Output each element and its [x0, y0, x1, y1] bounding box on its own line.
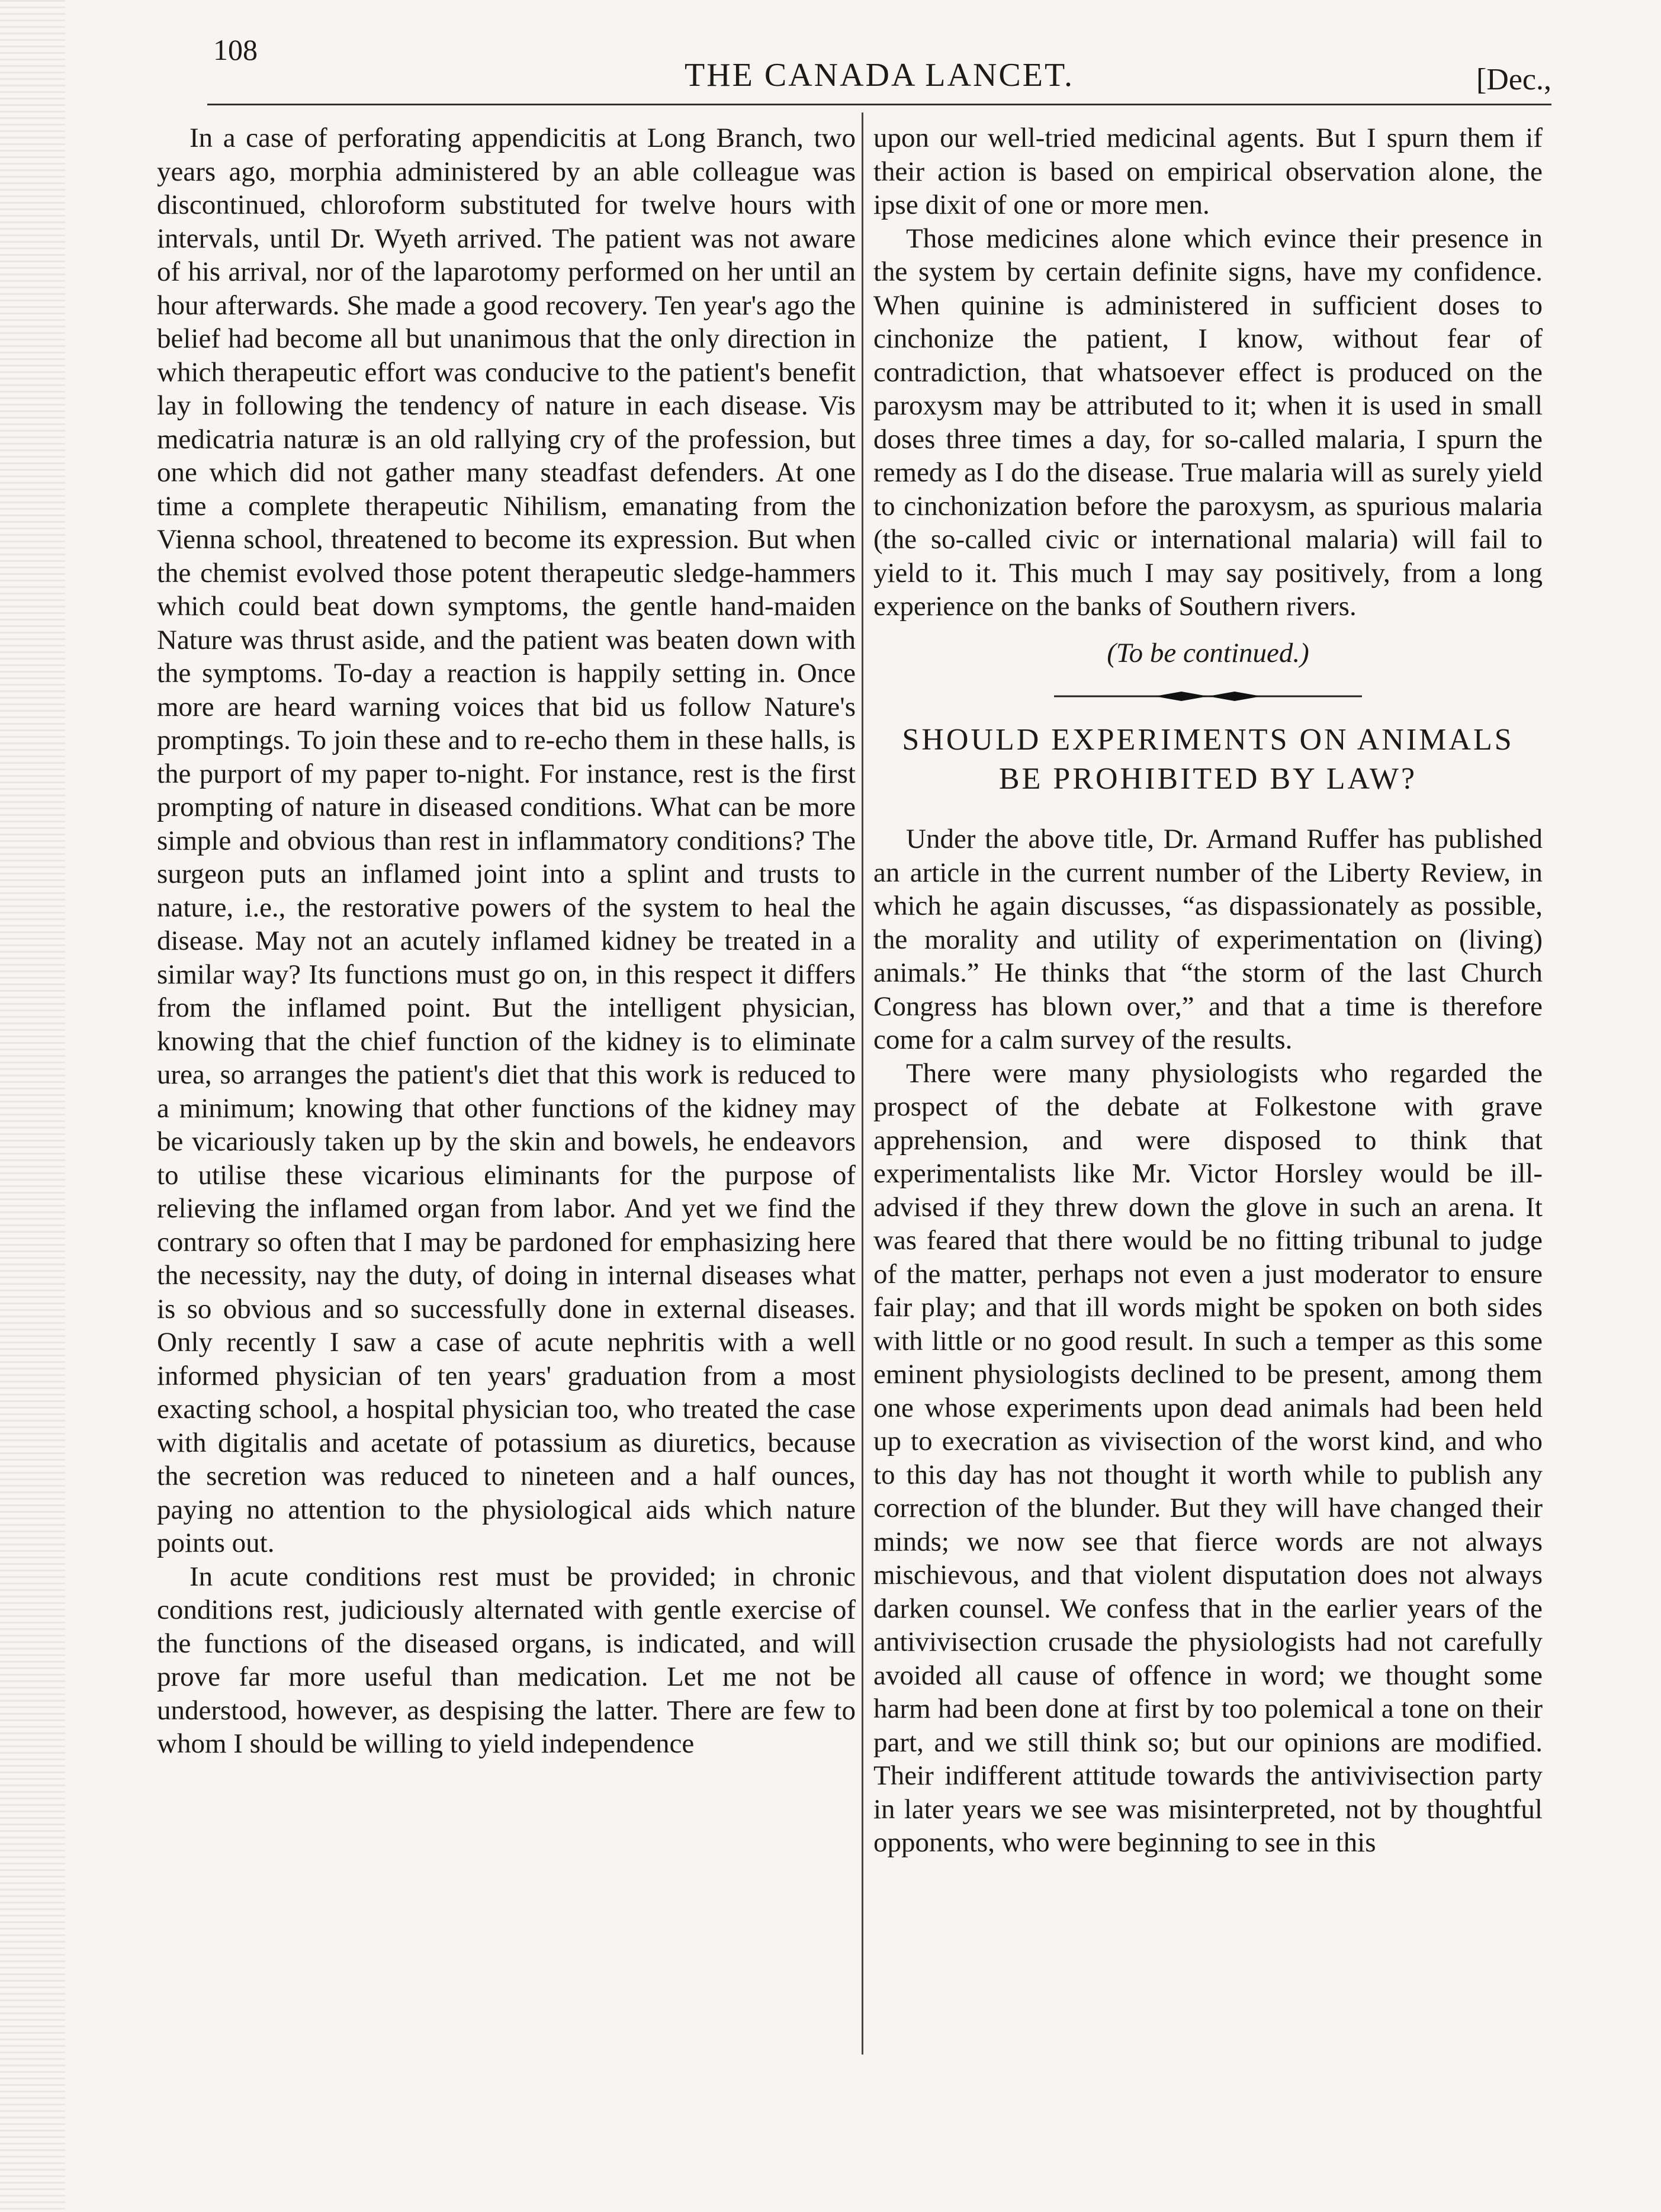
body-paragraph: In a case of perforating appendicitis at Long Branch, two years ago, morphia administered by an able colleague was discontinued, chloroform substituted for twelve hours with intervals, until Dr. Wyeth arrived. The patient was not aware of his arrival, nor of the laparotomy performed on her until an hour afterwards. She made a good recovery. Ten year's ago the belief had become all but unanimous that the only direction in which therapeutic effort was conducive to the patient's benefit lay in following the tendency of nature in each disease. Vis medicatria naturæ is an old rallying cry of the profession, but one which did not gather many steadfast defenders. At one time a complete therapeutic Nihilism, emanating from the Vienna school, threatened to become its expression. But when the chemist evolved those potent therapeutic sledge-hammers which could beat down symptoms, the gentle hand-maiden Nature was thrust aside, and the patient was beaten down with the symptoms. To-day a reaction is happily setting in. Once more are heard warning voices that bid us follow Nature's promptings. To join these and to re-echo them in these halls, is the purport of my paper to-night. For instance, rest is the first prompting of nature in diseased conditions. What can be more simple and obvious than rest in inflammatory conditions? The surgeon puts an inflamed joint into a splint and trusts to nature, i.e., the restorative powers of the system to heal the disease. May not an acutely inflamed kidney be treated in a similar way? Its functions must go on, in this respect it differs from the inflamed point. But the intelligent physician, knowing that the chief function of the kidney is to eliminate urea, so arranges the patient's diet that this work is reduced to a minimum; knowing that other functions of the kidney may be vicariously taken up by the skin and bowels, he endeavors to utilise these vicarious eliminants for the purpose of relieving the inflamed organ from labor. And yet we find the contrary so often that I may be pardoned for emphasizing here the necessity, nay the duty, of doing in internal diseases what is so obvious and so successfully done in external diseases. Only recently I saw a case of acute nephritis with a well informed physician of ten years' graduation from a most exacting school, a hospital physician too, who treated the case with digitalis and acetate of potassium as diuretics, because the secretion was reduced to nineteen and a half ounces, paying no attention to the physiological aids which nature points out. — [157, 123, 856, 1558]
column-divider — [862, 112, 863, 2055]
section-heading — [873, 721, 1543, 799]
continued-note: (To be continued.) — [1107, 637, 1309, 668]
page-header — [207, 27, 1551, 110]
section-heading-line: SHOULD EXPERIMENTS ON ANIMALS — [902, 723, 1514, 757]
body-paragraph: There were many physiologists who regarded the prospect of the debate at Folkestone with grave apprehension, and were disposed to think that experimentalists like Mr. Victor Horsley would be ill-advised if they threw down the glove in such an arena. It was feared that there would be no fitting tribunal to judge of the matter, perhaps not even a just moderator to ensure fair play; and that ill words might be spoken on both sides with little or no good result. In such a temper as this some eminent physiologists declined to be present, among them one whose experiments upon dead animals had been held up to execration as vivisection of the worst kind, and who to this day has not thought it worth while to publish any correction of the blunder. But they will have changed their minds; we now see that fierce words are not always mischievous, and that violent disputation does not always darken counsel. We confess that in the earlier years of the antivivisection crusade the physiologists had not carefully avoided all cause of offence in word; we thought some harm had been done at first by too polemical a tone on their part, and we still think so; but our opinions are modified. Their indifferent attitude towards the antivivisection party in later years we see was misinterpreted, not by thoughtful opponents, who were beginning to see in this — [873, 1057, 1543, 1858]
body-paragraph: Those medicines alone which evince their presence in the system by certain definite signs, have my confidence. When quinine is administered in sufficient doses to cinchonize the patient, I know, without fear of contradiction, that whatsoever effect is produced on the paroxysm may be attributed to it; when it is used in small doses three times a day, for so-called malaria, I spurn the remedy as I do the disease. True malaria will as surely yield to cinchonization before the paroxysm, as spurious malaria (the so-called civic or international malaria) will fail to yield to it. This much I may say positively, from a long experience on the banks of Southern rivers. — [873, 223, 1543, 622]
right-column — [873, 121, 1543, 1860]
body-paragraph: Under the above title, Dr. Armand Ruffer has published an article in the current number of the Liberty Review, in which he again discusses, “as dispassionately as possible, the morality and utility of experimentation on (living) animals.” He thinks that “the storm of the last Church Congress has blown over,” and that a time is therefore come for a calm survey of the results. — [873, 824, 1543, 1055]
left-column — [157, 121, 856, 1761]
body-paragraph: In acute conditions rest must be provided; in chronic conditions rest, judiciously alternated with gentle exercise of the functions of the diseased organs, is indicated, and will prove far more useful than medication. Let me not be understood, however, as despising the latter. There are few to whom I should be willing to yield independence — [157, 1561, 856, 1759]
ornament-divider — [1054, 687, 1362, 705]
issue-month: [Dec., — [1476, 63, 1551, 97]
header-rule — [207, 104, 1551, 105]
scan-margin-shadow — [0, 0, 65, 2212]
page-number: 108 — [213, 33, 258, 66]
body-paragraph: upon our well-tried medicinal agents. But I spurn them if their action is based on empirical observation alone, the ipse dixit of one or more men. — [873, 123, 1543, 220]
section-heading-line: BE PROHIBITED BY LAW? — [998, 762, 1418, 796]
journal-title: THE CANADA LANCET. — [684, 57, 1075, 94]
